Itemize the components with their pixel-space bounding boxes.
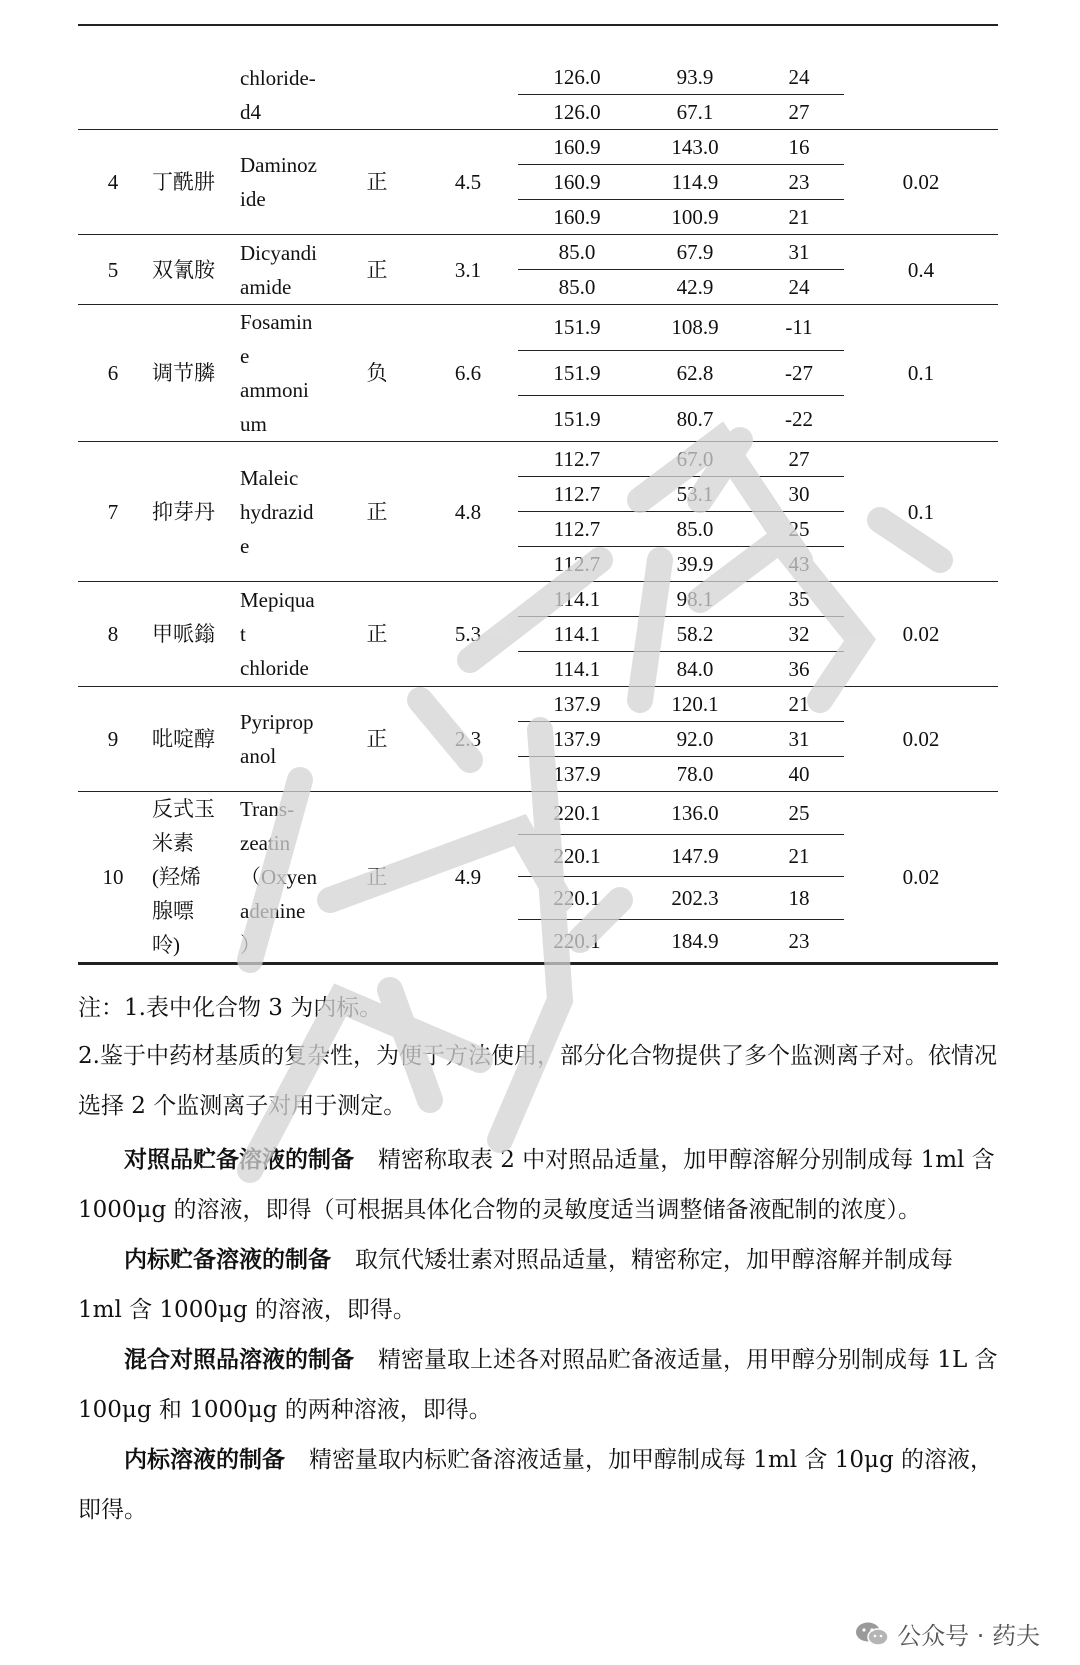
collision-energy: 23 xyxy=(754,920,844,964)
footer-attribution xyxy=(855,1616,1040,1651)
collision-energy: 30 xyxy=(754,477,844,512)
product-ion: 53.1 xyxy=(636,477,754,512)
precursor-ion: 137.9 xyxy=(518,687,636,722)
precursor-ion: 151.9 xyxy=(518,396,636,442)
precursor-ion: 220.1 xyxy=(518,792,636,835)
limit-of-quantitation xyxy=(844,60,998,130)
limit-of-quantitation: 0.02 xyxy=(844,130,998,235)
collision-energy: -11 xyxy=(754,305,844,351)
method-text xyxy=(78,1135,998,1535)
product-ion: 85.0 xyxy=(636,512,754,547)
precursor-ion: 126.0 xyxy=(518,95,636,130)
compound-name-en: Maleic hydrazid e xyxy=(236,442,336,582)
compound-number: 6 xyxy=(78,305,148,442)
compound-name-cn: 调节膦 xyxy=(148,305,236,442)
precursor-ion: 160.9 xyxy=(518,165,636,200)
compound-number: 4 xyxy=(78,130,148,235)
product-ion: 120.1 xyxy=(636,687,754,722)
collision-energy: 27 xyxy=(754,442,844,477)
collision-energy: 18 xyxy=(754,877,844,920)
compound-name-en: Pyriprop anol xyxy=(236,687,336,792)
table-row xyxy=(78,582,998,617)
precursor-ion: 85.0 xyxy=(518,235,636,270)
collision-energy: 31 xyxy=(754,235,844,270)
compound-name-cn: 吡啶醇 xyxy=(148,687,236,792)
collision-energy: 16 xyxy=(754,130,844,165)
precursor-ion: 137.9 xyxy=(518,722,636,757)
ion-mode: 正 xyxy=(336,582,418,687)
precursor-ion: 112.7 xyxy=(518,547,636,582)
product-ion: 184.9 xyxy=(636,920,754,964)
wechat-icon xyxy=(855,1621,889,1647)
collision-energy: 24 xyxy=(754,270,844,305)
collision-energy: -22 xyxy=(754,396,844,442)
paragraph-body: 精密量取上述各对照品贮备液适量，用甲醇分别制成每 1L 含 100μg 和 1000μg 的两种溶液，即得。 xyxy=(78,1347,998,1423)
product-ion: 42.9 xyxy=(636,270,754,305)
precursor-ion: 114.1 xyxy=(518,617,636,652)
table-row xyxy=(78,130,998,165)
retention-time: 3.1 xyxy=(418,235,518,305)
compound-name-cn xyxy=(148,60,236,130)
paragraph-internal-standard-solution xyxy=(78,1435,998,1535)
compound-number: 10 xyxy=(78,792,148,964)
table-top-rule xyxy=(78,24,998,26)
retention-time: 4.8 xyxy=(418,442,518,582)
table-row xyxy=(78,305,998,351)
paragraph-internal-standard-stock xyxy=(78,1235,998,1335)
collision-energy: 35 xyxy=(754,582,844,617)
collision-energy: 43 xyxy=(754,547,844,582)
collision-energy: 40 xyxy=(754,757,844,792)
precursor-ion: 151.9 xyxy=(518,305,636,351)
table-notes xyxy=(78,985,998,1131)
paragraph-body: 取氘代矮壮素对照品适量，精密称定，加甲醇溶解并制成每 1ml 含 1000μg 的溶液，即得。 xyxy=(78,1247,953,1323)
retention-time: 6.6 xyxy=(418,305,518,442)
product-ion: 143.0 xyxy=(636,130,754,165)
footer-text: 公众号 · 药夫 xyxy=(897,1622,1040,1650)
collision-energy: 21 xyxy=(754,687,844,722)
note-2: 2.鉴于中药材基质的复杂性，为便于方法使用，部分化合物提供了多个监测离子对。依情况选择 2 个监测离子对用于测定。 xyxy=(78,1043,997,1119)
paragraph-title: 混合对照品溶液的制备 xyxy=(124,1346,354,1373)
product-ion: 84.0 xyxy=(636,652,754,687)
product-ion: 202.3 xyxy=(636,877,754,920)
table-row xyxy=(78,235,998,270)
collision-energy: 25 xyxy=(754,792,844,835)
paragraph-mixed-reference xyxy=(78,1335,998,1435)
compound-number: 9 xyxy=(78,687,148,792)
collision-energy: -27 xyxy=(754,350,844,396)
retention-time: 2.3 xyxy=(418,687,518,792)
compound-number: 7 xyxy=(78,442,148,582)
compound-name-en: Mepiqua t chloride xyxy=(236,582,336,687)
limit-of-quantitation: 0.02 xyxy=(844,582,998,687)
product-ion: 62.8 xyxy=(636,350,754,396)
compound-name-en: Dicyandi amide xyxy=(236,235,336,305)
table-row xyxy=(78,442,998,477)
limit-of-quantitation: 0.4 xyxy=(844,235,998,305)
ion-mode: 正 xyxy=(336,442,418,582)
ion-mode: 正 xyxy=(336,235,418,305)
compound-name-en: Fosamin e ammoni um xyxy=(236,305,336,442)
compound-name-en: Trans- zeatin （Oxyen adenine ） xyxy=(236,792,336,964)
product-ion: 39.9 xyxy=(636,547,754,582)
collision-energy: 25 xyxy=(754,512,844,547)
precursor-ion: 220.1 xyxy=(518,834,636,877)
product-ion: 78.0 xyxy=(636,757,754,792)
product-ion: 80.7 xyxy=(636,396,754,442)
paragraph-body: 精密称取表 2 中对照品适量，加甲醇溶解分别制成每 1ml 含 1000μg 的溶液，即得（可根据具体化合物的灵敏度适当调整储备液配制的浓度）。 xyxy=(78,1147,995,1223)
product-ion: 114.9 xyxy=(636,165,754,200)
collision-energy: 21 xyxy=(754,200,844,235)
paragraph-title: 内标溶液的制备 xyxy=(124,1446,285,1473)
precursor-ion: 112.7 xyxy=(518,512,636,547)
collision-energy: 31 xyxy=(754,722,844,757)
compound-name-cn: 甲哌鎓 xyxy=(148,582,236,687)
compound-name-en: chloride- d4 xyxy=(236,60,336,130)
precursor-ion: 114.1 xyxy=(518,652,636,687)
product-ion: 67.0 xyxy=(636,442,754,477)
limit-of-quantitation: 0.1 xyxy=(844,305,998,442)
product-ion: 92.0 xyxy=(636,722,754,757)
product-ion: 67.9 xyxy=(636,235,754,270)
collision-energy: 24 xyxy=(754,60,844,95)
compound-number xyxy=(78,60,148,130)
product-ion: 100.9 xyxy=(636,200,754,235)
compound-name-cn: 反式玉 米素 (羟烯 腺嘌 呤) xyxy=(148,792,236,964)
compound-name-en: Daminoz ide xyxy=(236,130,336,235)
paragraph-title: 对照品贮备溶液的制备 xyxy=(124,1146,354,1173)
table-row xyxy=(78,687,998,722)
compound-name-cn: 双氰胺 xyxy=(148,235,236,305)
table-row xyxy=(78,792,998,835)
limit-of-quantitation: 0.1 xyxy=(844,442,998,582)
paragraph-reference-stock xyxy=(78,1135,998,1235)
precursor-ion: 151.9 xyxy=(518,350,636,396)
compound-number: 5 xyxy=(78,235,148,305)
product-ion: 67.1 xyxy=(636,95,754,130)
precursor-ion: 160.9 xyxy=(518,200,636,235)
precursor-ion: 85.0 xyxy=(518,270,636,305)
ion-mode: 正 xyxy=(336,792,418,964)
precursor-ion: 220.1 xyxy=(518,920,636,964)
precursor-ion: 114.1 xyxy=(518,582,636,617)
precursor-ion: 112.7 xyxy=(518,477,636,512)
product-ion: 108.9 xyxy=(636,305,754,351)
retention-time: 4.5 xyxy=(418,130,518,235)
compound-number: 8 xyxy=(78,582,148,687)
collision-energy: 23 xyxy=(754,165,844,200)
compound-name-cn: 丁酰肼 xyxy=(148,130,236,235)
product-ion: 147.9 xyxy=(636,834,754,877)
ion-mode xyxy=(336,60,418,130)
retention-time: 4.9 xyxy=(418,792,518,964)
ion-mode: 正 xyxy=(336,130,418,235)
collision-energy: 32 xyxy=(754,617,844,652)
precursor-ion: 220.1 xyxy=(518,877,636,920)
paragraph-body: 精密量取内标贮备溶液适量，加甲醇制成每 1ml 含 10μg 的溶液，即得。 xyxy=(78,1447,993,1523)
collision-energy: 21 xyxy=(754,834,844,877)
limit-of-quantitation: 0.02 xyxy=(844,792,998,964)
ion-mode: 负 xyxy=(336,305,418,442)
collision-energy: 36 xyxy=(754,652,844,687)
compound-name-cn: 抑芽丹 xyxy=(148,442,236,582)
table-row xyxy=(78,60,998,95)
product-ion: 93.9 xyxy=(636,60,754,95)
product-ion: 58.2 xyxy=(636,617,754,652)
precursor-ion: 160.9 xyxy=(518,130,636,165)
collision-energy: 27 xyxy=(754,95,844,130)
retention-time xyxy=(418,60,518,130)
product-ion: 98.1 xyxy=(636,582,754,617)
table-body xyxy=(78,60,998,964)
product-ion: 136.0 xyxy=(636,792,754,835)
paragraph-title: 内标贮备溶液的制备 xyxy=(124,1246,331,1273)
limit-of-quantitation: 0.02 xyxy=(844,687,998,792)
precursor-ion: 126.0 xyxy=(518,60,636,95)
note-1: 注：1.表中化合物 3 为内标。 xyxy=(78,995,383,1021)
precursor-ion: 112.7 xyxy=(518,442,636,477)
precursor-ion: 137.9 xyxy=(518,757,636,792)
pesticide-residue-table xyxy=(78,60,998,965)
ion-mode: 正 xyxy=(336,687,418,792)
retention-time: 5.3 xyxy=(418,582,518,687)
